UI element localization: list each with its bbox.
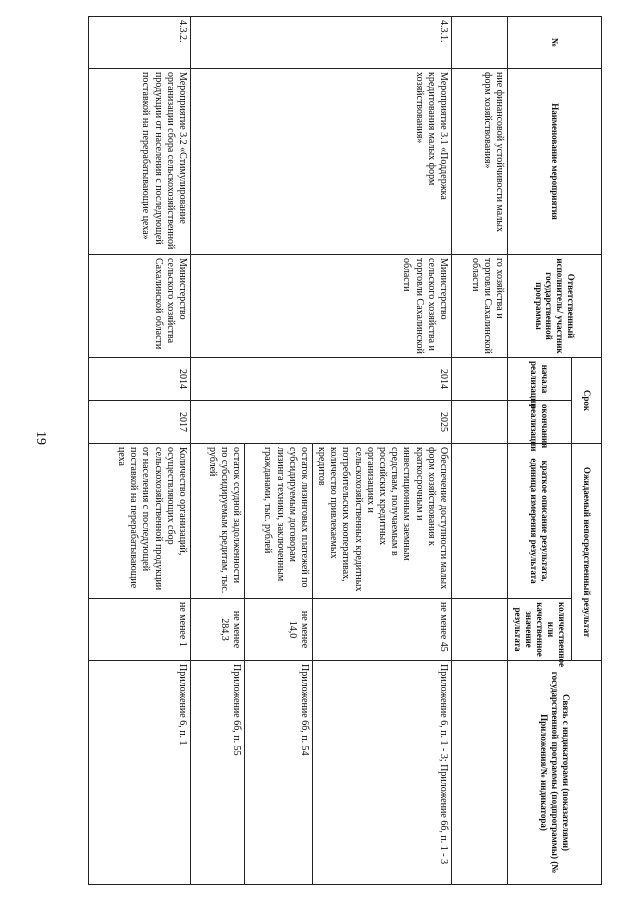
header-term: Срок: [572, 358, 602, 444]
header-result-desc: краткое описание результата, единица измерения результата: [508, 444, 572, 599]
table-row: [452, 17, 508, 885]
row-num: [452, 17, 508, 69]
table-row: [312, 17, 451, 885]
row-start: 2014: [89, 358, 191, 401]
program-measures-table: [88, 16, 602, 885]
header-responsible: Ответственный исполнитель/ участник государственной программы: [508, 255, 602, 358]
row-qty: не менее 1: [89, 599, 191, 661]
row-link: Приложение 6б, п. 54: [244, 661, 312, 885]
row-name: Мероприятие 3.2 «Стимулирование организации сбора сельскохозяйственной продукции от населения с последующей поставкой на перерабатывающие цеха»: [89, 69, 191, 255]
row-end: [452, 401, 508, 444]
row-end: 2017: [89, 401, 191, 444]
row-desc: Количество организаций, осуществляющих сбор сельскохозяйственной продукции от населения с последующей поставкой на перерабатывающие цеха: [89, 444, 191, 599]
header-num: №: [508, 17, 602, 69]
rotated-table-container: [88, 16, 602, 884]
row-qty: [452, 599, 508, 661]
row-link: [452, 661, 508, 885]
row-name: ние финансовой устойчивости малых форм хозяйствования»: [452, 69, 508, 255]
row-desc: [452, 444, 508, 599]
header-link: Связь с индикаторами (показателями) государственной программы (подпрограммы) (№ Приложения/№ индикатора): [508, 661, 602, 885]
row-responsible: Министерство сельского хозяйства и торговли Сахалинской области: [190, 255, 451, 358]
row-num: 4.3.1.: [190, 17, 451, 69]
row-qty: не менее 14,0: [244, 599, 312, 661]
row-desc: остаток ссудной задолженности по субсидируемым кредитам, тыс. рублей: [190, 444, 244, 599]
header-term-end: окончания реализации: [508, 401, 572, 444]
row-qty: не менее 284,3: [190, 599, 244, 661]
row-link: Приложение 6б, п. 55: [190, 661, 244, 885]
row-desc: остаток лизинговых платежей по субсидируемым договорам лизинга техники, заключенным гражданами, тыс. рублей: [244, 444, 312, 599]
row-start: 2014: [190, 358, 451, 401]
row-end: 2025: [190, 401, 451, 444]
row-responsible: Министерство сельского хозяйства Сахалинской области: [89, 255, 191, 358]
header-name: Наименование мероприятия: [508, 69, 602, 255]
row-num: 4.3.2.: [89, 17, 191, 69]
page-number: 19: [33, 431, 48, 445]
row-link: Приложение 6, п. 1 - 3; Приложение 6б, п. 1 - 3: [312, 661, 451, 885]
row-responsible: го хозяйства и торговли Сахалинской области: [452, 255, 508, 358]
row-link: Приложение 6, п. 1: [89, 661, 191, 885]
row-start: [452, 358, 508, 401]
table-row: [89, 17, 191, 885]
row-qty: не менее 45: [312, 599, 451, 661]
header-expected-result: Ожидаемый непосредственный результат: [572, 444, 602, 661]
row-name: Мероприятие 3.1 «Поддержка кредитования малых форм хозяйствования»: [190, 69, 451, 255]
header-term-start: начала реализации: [508, 358, 572, 401]
row-desc: Обеспечение доступности малых форм хозяйствования к краткосрочным и инвестиционным заемным средствам, получаемым в российских кредитных организациях и сельскохозяйственных кредитных потребительских кооперативах, количество привлекаемых кредитов: [312, 444, 451, 599]
header-result-qty: количественное или качественное значение результата: [508, 599, 572, 661]
